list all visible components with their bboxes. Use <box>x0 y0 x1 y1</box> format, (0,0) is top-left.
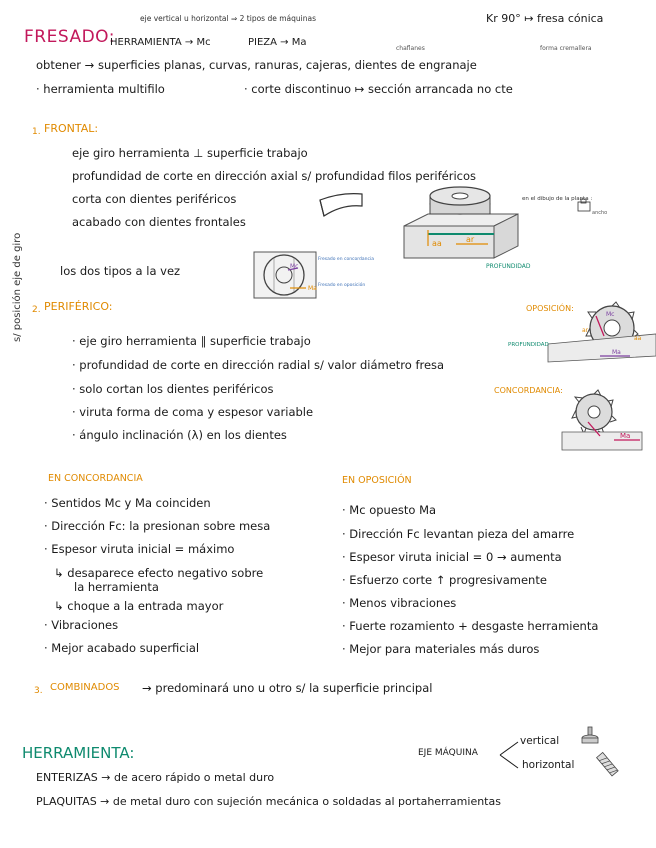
note-top: eje vertical u horizontal ⇒ 2 tipos de máquinas <box>140 14 316 23</box>
horizontal-cutter-icon <box>596 750 620 780</box>
frontal-fig-ma: Ma <box>308 285 317 292</box>
fig-label-oposicion: Fresado en oposición <box>318 283 366 288</box>
frontal-line-1: eje giro herramienta ⊥ superficie trabajo <box>72 146 308 160</box>
concordancia-item-2: · Dirección Fc: la presionan sobre mesa <box>44 519 271 533</box>
herramienta-title: HERRAMIENTA: <box>22 744 135 762</box>
concordancia-item-8: · Mejor acabado superficial <box>44 641 200 655</box>
oposicion-fig-mc: Mc <box>606 311 615 318</box>
oposicion-item-6: · Fuerte rozamiento + desgaste herramienta <box>342 619 599 633</box>
obtener-line: obtener → superficies planas, curvas, ranuras, cajeras, dientes de engranaje <box>36 58 477 72</box>
oposicion-item-4: · Esfuerzo corte ↑ progresivamente <box>342 573 547 587</box>
concordancia-item-4: ↳ desaparece efecto negativo sobre <box>54 566 264 580</box>
corte-line: · corte discontinuo ↦ sección arrancada no cte <box>244 82 513 96</box>
side-note: s/ posición eje de giro <box>12 232 23 342</box>
frontal-fig-aa: aa <box>432 239 442 248</box>
frontal-fig-profundidad: PROFUNDIDAD <box>486 263 531 270</box>
fig-label-concordancia: Fresado en concordancia <box>318 257 374 262</box>
combinados-number: 3. <box>34 686 43 696</box>
periferico-line-5: · ángulo inclinación (λ) en los dientes <box>72 428 287 442</box>
periferico-title: PERIFÉRICO: <box>44 300 113 313</box>
frontal-cutter-block-figure <box>398 186 593 276</box>
eje-maquina-label: EJE MÁQUINA <box>418 748 478 758</box>
frontal-title: FRONTAL: <box>44 122 99 135</box>
enterizas-line: ENTERIZAS → de acero rápido o metal duro <box>36 771 275 784</box>
concordancia-label: CONCORDANCIA: <box>494 386 563 395</box>
oposicion-title: EN OPOSICIÓN <box>342 475 412 486</box>
plaquitas-line: PLAQUITAS → de metal duro con sujeción mecánica o soldadas al portaherramientas <box>36 795 501 808</box>
frontal-fig-dibujo: en el dibujo de la planta : <box>522 196 593 202</box>
oposicion-fig-aa: aa <box>634 335 642 342</box>
frontal-line-3: corta con dientes periféricos <box>72 192 237 206</box>
eje-maquina-brace <box>498 738 522 772</box>
curved-cutter-sketch <box>318 190 364 222</box>
frontal-fig-ar: ar <box>466 235 475 244</box>
frontal-line-2: profundidad de corte en dirección axial s/ profundidad filos periféricos <box>72 169 476 183</box>
oposicion-item-7: · Mejor para materiales más duros <box>342 642 540 656</box>
concordancia-title: EN CONCORDANCIA <box>48 473 143 484</box>
multifilo-line: · herramienta multifilo <box>36 82 165 96</box>
frontal-mixed-figure <box>252 248 374 304</box>
periferico-number: 2. <box>32 305 41 315</box>
oposicion-item-2: · Dirección Fc levantan pieza del amarre <box>342 527 575 541</box>
frontal-fig-mc: Mc <box>290 263 299 270</box>
vertical-cutter-icon <box>580 726 600 746</box>
oposicion-item-5: · Menos vibraciones <box>342 596 457 610</box>
frontal-number: 1. <box>32 127 41 137</box>
oposicion-fig-ar: ar <box>582 327 589 334</box>
herramienta-mc: HERRAMIENTA → Mc <box>110 37 211 48</box>
periferico-line-3: · solo cortan los dientes periféricos <box>72 382 274 396</box>
frontal-line-4: acabado con dientes frontales <box>72 215 246 229</box>
combinados-title: COMBINADOS <box>50 682 120 693</box>
pieza-ma: PIEZA → Ma <box>248 37 307 48</box>
concordancia-item-6: ↳ choque a la entrada mayor <box>54 599 224 613</box>
page-title: FRESADO: <box>24 27 115 47</box>
concordancia-item-3: · Espesor viruta inicial = máximo <box>44 542 235 556</box>
concordancia-item-7: · Vibraciones <box>44 618 119 632</box>
concordancia-item-1: · Sentidos Mc y Ma coinciden <box>44 496 211 510</box>
concordancia-figure <box>560 388 644 452</box>
periferico-line-1: · eje giro herramienta ∥ superficie trabajo <box>72 334 311 348</box>
oposicion-fig-ma: Ma <box>612 349 621 356</box>
frontal-tipos: los dos tipos a la vez <box>60 264 181 278</box>
oposicion-item-3: · Espesor viruta inicial = 0 → aumenta <box>342 550 562 564</box>
ancho-box-sketch <box>576 198 594 214</box>
oposicion-fig-profundidad: PROFUNDIDAD <box>508 342 549 348</box>
oposicion-label: OPOSICIÓN: <box>526 304 574 313</box>
frontal-fig-ancho: ancho <box>592 210 608 216</box>
eje-horizontal: horizontal <box>522 759 575 771</box>
oposicion-item-1: · Mc opuesto Ma <box>342 503 437 517</box>
eje-vertical: vertical <box>520 735 560 747</box>
forma-cremallera-note: forma cremallera <box>540 45 592 52</box>
periferico-line-2: · profundidad de corte en dirección radial s/ valor diámetro fresa <box>72 358 445 372</box>
concordancia-item-5: la herramienta <box>74 580 159 594</box>
periferico-line-4: · viruta forma de coma y espesor variable <box>72 405 314 419</box>
kr-note: Kr 90° ↦ fresa cónica <box>486 12 604 25</box>
oposicion-figure <box>508 296 656 364</box>
chaflanes-note: chaflanes <box>396 45 425 52</box>
concordancia-fig-ma: Ma <box>620 432 631 440</box>
combinados-text: → predominará uno u otro s/ la superficie principal <box>142 681 433 695</box>
